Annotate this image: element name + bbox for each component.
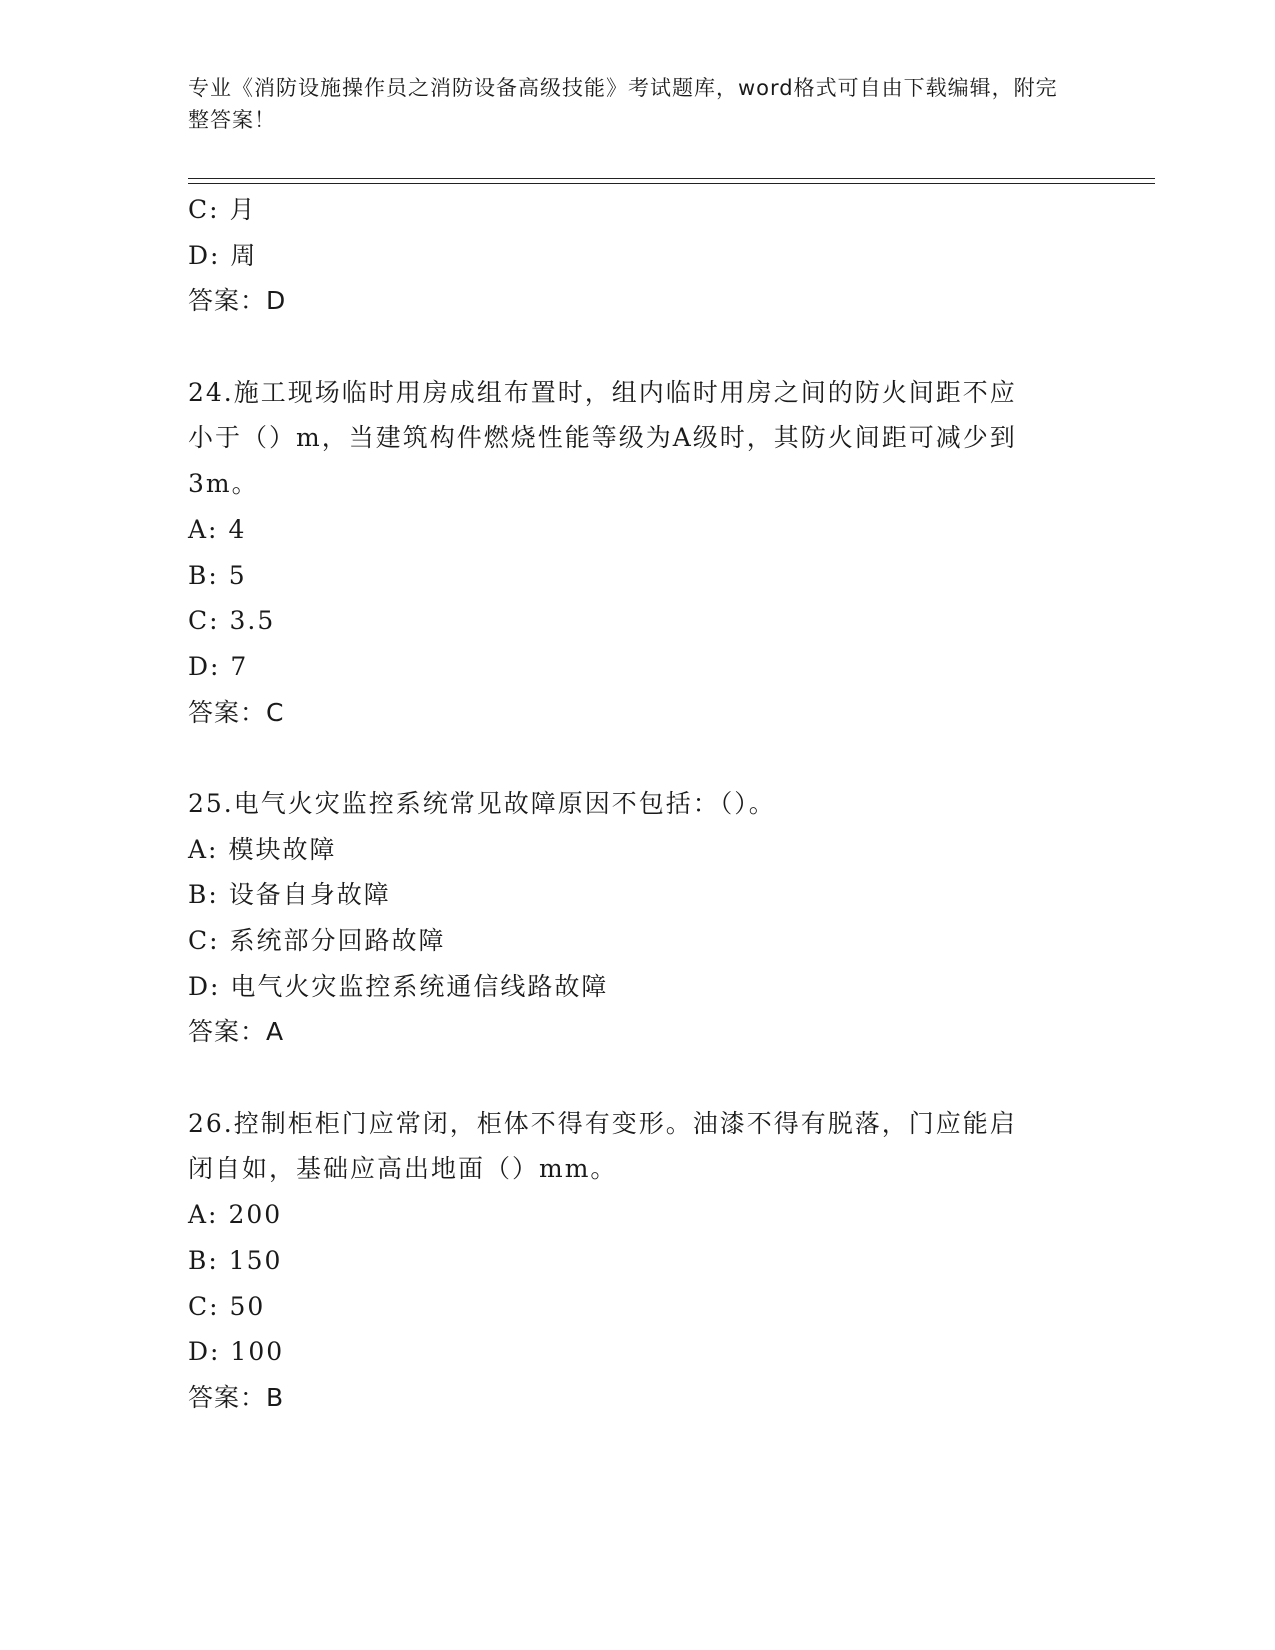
- option-text: 月: [229, 195, 257, 224]
- option-c: [188, 598, 1088, 644]
- option-label: B:: [188, 560, 219, 590]
- option-label: C:: [188, 1291, 220, 1321]
- option-b: [188, 872, 1088, 918]
- option-a: [188, 507, 1088, 553]
- answer-line: 答案：B: [188, 1382, 285, 1412]
- question-23-continued: [188, 187, 1088, 324]
- option-text: 模块故障: [228, 834, 337, 864]
- header-divider-bottom: [188, 183, 1155, 184]
- question-stem-line: 闭自如，基础应高出地面（）mm。: [188, 1154, 618, 1184]
- option-b: [188, 1238, 1088, 1284]
- option-label: B:: [188, 1245, 219, 1275]
- document-header: 专业《消防设施操作员之消防设备高级技能》考试题库，word格式可自由下载编辑，附完整答案！: [188, 76, 1058, 132]
- option-label: A:: [188, 1200, 219, 1230]
- answer-line: 答案：D: [188, 286, 287, 316]
- option-label: C:: [188, 195, 220, 224]
- option-text: 200: [228, 1200, 283, 1230]
- question-24: [188, 370, 1088, 736]
- option-d: [188, 644, 1088, 690]
- option-c: [188, 187, 1088, 233]
- option-label: A:: [188, 514, 219, 544]
- option-a: [188, 1192, 1088, 1238]
- spacer: [188, 324, 1088, 370]
- option-text: 7: [230, 651, 249, 681]
- option-text: 100: [230, 1337, 285, 1367]
- question-stem-line: 3m。: [188, 469, 259, 499]
- option-label: D:: [188, 971, 221, 1001]
- option-label: C:: [188, 606, 220, 636]
- question-list: [188, 187, 1088, 1421]
- option-label: A:: [188, 834, 219, 864]
- option-text: 设备自身故障: [228, 880, 391, 910]
- option-c: [188, 1284, 1088, 1330]
- question-stem-line: 小于（）m，当建筑构件燃烧性能等级为A级时，其防火间距可减少到: [188, 423, 1017, 453]
- option-text: 5: [228, 560, 247, 590]
- answer-line: 答案：A: [188, 1017, 285, 1047]
- spacer: [188, 1055, 1088, 1101]
- option-d: [188, 233, 1088, 279]
- header-divider-top: [188, 178, 1155, 179]
- question-stem-line: 24.施工现场临时用房成组布置时，组内临时用房之间的防火间距不应: [188, 377, 1017, 407]
- option-c: [188, 918, 1088, 964]
- question-26: [188, 1101, 1088, 1421]
- option-b: [188, 553, 1088, 599]
- option-d: [188, 1329, 1088, 1375]
- option-text: 4: [228, 514, 247, 544]
- option-label: D:: [188, 1337, 221, 1367]
- option-label: D:: [188, 240, 221, 270]
- option-a: [188, 827, 1088, 873]
- option-text: 150: [228, 1245, 283, 1275]
- spacer: [188, 735, 1088, 781]
- question-stem-line: 25.电气火灾监控系统常见故障原因不包括：（）。: [188, 788, 776, 818]
- answer-line: 答案：C: [188, 697, 285, 727]
- option-label: B:: [188, 880, 219, 910]
- option-text: 电气火灾监控系统通信线路故障: [230, 971, 609, 1001]
- option-d: [188, 964, 1088, 1010]
- option-label: D:: [188, 651, 221, 681]
- question-stem-line: 26.控制柜柜门应常闭，柜体不得有变形。油漆不得有脱落，门应能启: [188, 1108, 1017, 1138]
- question-25: [188, 781, 1088, 1055]
- option-text: 3.5: [229, 606, 276, 636]
- option-text: 50: [229, 1291, 266, 1321]
- option-text: 系统部分回路故障: [229, 926, 446, 955]
- option-text: 周: [230, 240, 258, 270]
- option-label: C:: [188, 926, 220, 955]
